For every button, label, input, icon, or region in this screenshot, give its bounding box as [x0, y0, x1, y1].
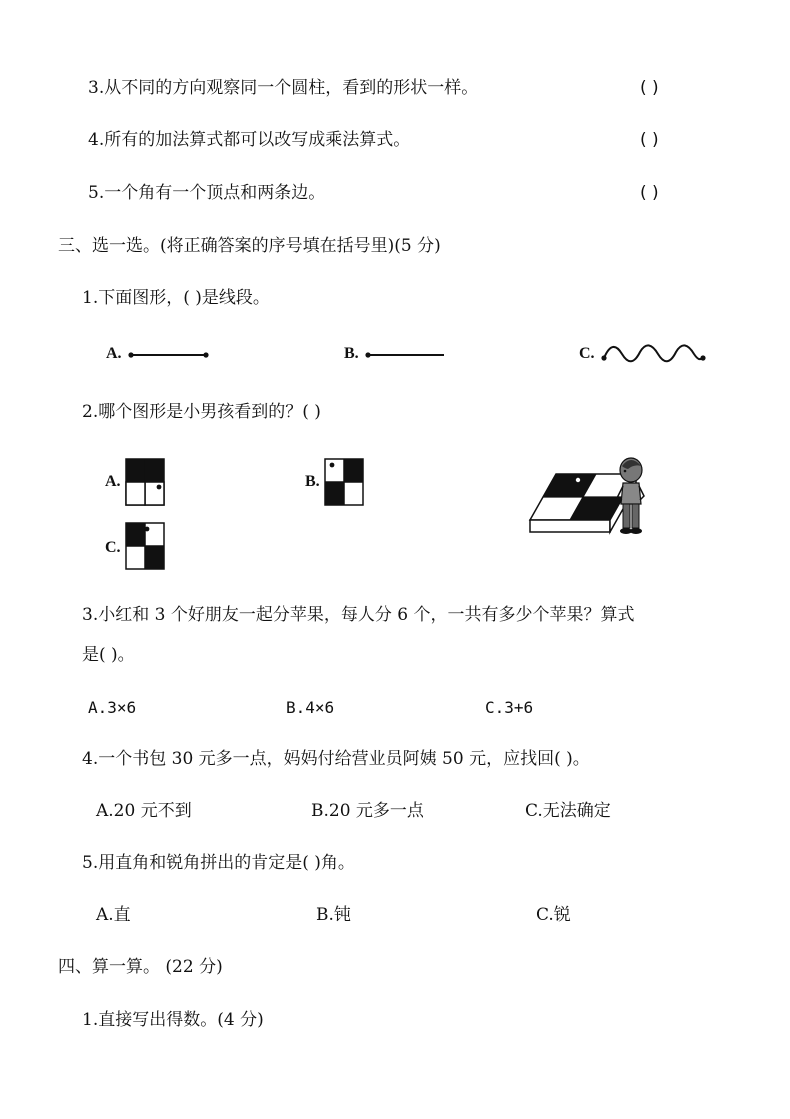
- q3-text-line2: 是( )。: [82, 645, 135, 665]
- answer-paren-5[interactable]: ( ): [640, 183, 659, 203]
- grid-option-b: [324, 458, 364, 506]
- grid-option-c: [125, 522, 165, 570]
- q5-option-b[interactable]: B.钝: [316, 905, 351, 925]
- section3-title: 三、选一选。(将正确答案的序号填在括号里)(5 分): [58, 236, 441, 256]
- q2-option-a-label[interactable]: A.: [105, 473, 121, 490]
- q3-option-a[interactable]: A.3×6: [88, 698, 137, 717]
- q4-option-a[interactable]: A.20 元不到: [96, 801, 192, 821]
- answer-paren-3[interactable]: ( ): [640, 78, 659, 98]
- q2-option-b-label[interactable]: B.: [305, 473, 320, 490]
- wavy-line-figure: [600, 342, 708, 364]
- judge-item-4: 4.所有的加法算式都可以改写成乘法算式。: [88, 130, 411, 150]
- section4-title: 四、算一算。 (22 分): [58, 957, 223, 977]
- q5-text: 5.用直角和锐角拼出的肯定是( )角。: [82, 853, 355, 873]
- q2-text: 2.哪个图形是小男孩看到的？( ): [82, 402, 321, 422]
- q5-option-c[interactable]: C.锐: [536, 905, 571, 925]
- q3-option-c[interactable]: C.3+6: [485, 698, 534, 717]
- ray-figure: [364, 350, 446, 360]
- judge-item-3: 3.从不同的方向观察同一个圆柱，看到的形状一样。: [88, 78, 479, 98]
- q4-option-c[interactable]: C.无法确定: [525, 801, 611, 821]
- q4-option-b[interactable]: B.20 元多一点: [311, 801, 424, 821]
- q2-option-c-label[interactable]: C.: [105, 539, 121, 556]
- boy-icon: [614, 456, 648, 536]
- answer-paren-4[interactable]: ( ): [640, 130, 659, 150]
- q3-text-line1: 3.小红和 3 个好朋友一起分苹果，每人分 6 个，一共有多少个苹果？算式: [82, 605, 635, 625]
- q1-option-a-label[interactable]: A.: [106, 345, 122, 362]
- q1-option-b-label[interactable]: B.: [344, 345, 359, 362]
- segment-figure: [128, 350, 210, 360]
- q4-text: 4.一个书包 30 元多一点，妈妈付给营业员阿姨 50 元，应找回( )。: [82, 749, 590, 769]
- q5-option-a[interactable]: A.直: [96, 905, 131, 925]
- q3-option-b[interactable]: B.4×6: [286, 698, 335, 717]
- grid-option-a: [125, 458, 165, 506]
- q1-text: 1.下面图形，( )是线段。: [82, 288, 270, 308]
- judge-item-5: 5.一个角有一个顶点和两条边。: [88, 183, 326, 203]
- q1-option-c-label[interactable]: C.: [579, 345, 595, 362]
- section4-q1-text: 1.直接写出得数。(4 分): [82, 1010, 264, 1030]
